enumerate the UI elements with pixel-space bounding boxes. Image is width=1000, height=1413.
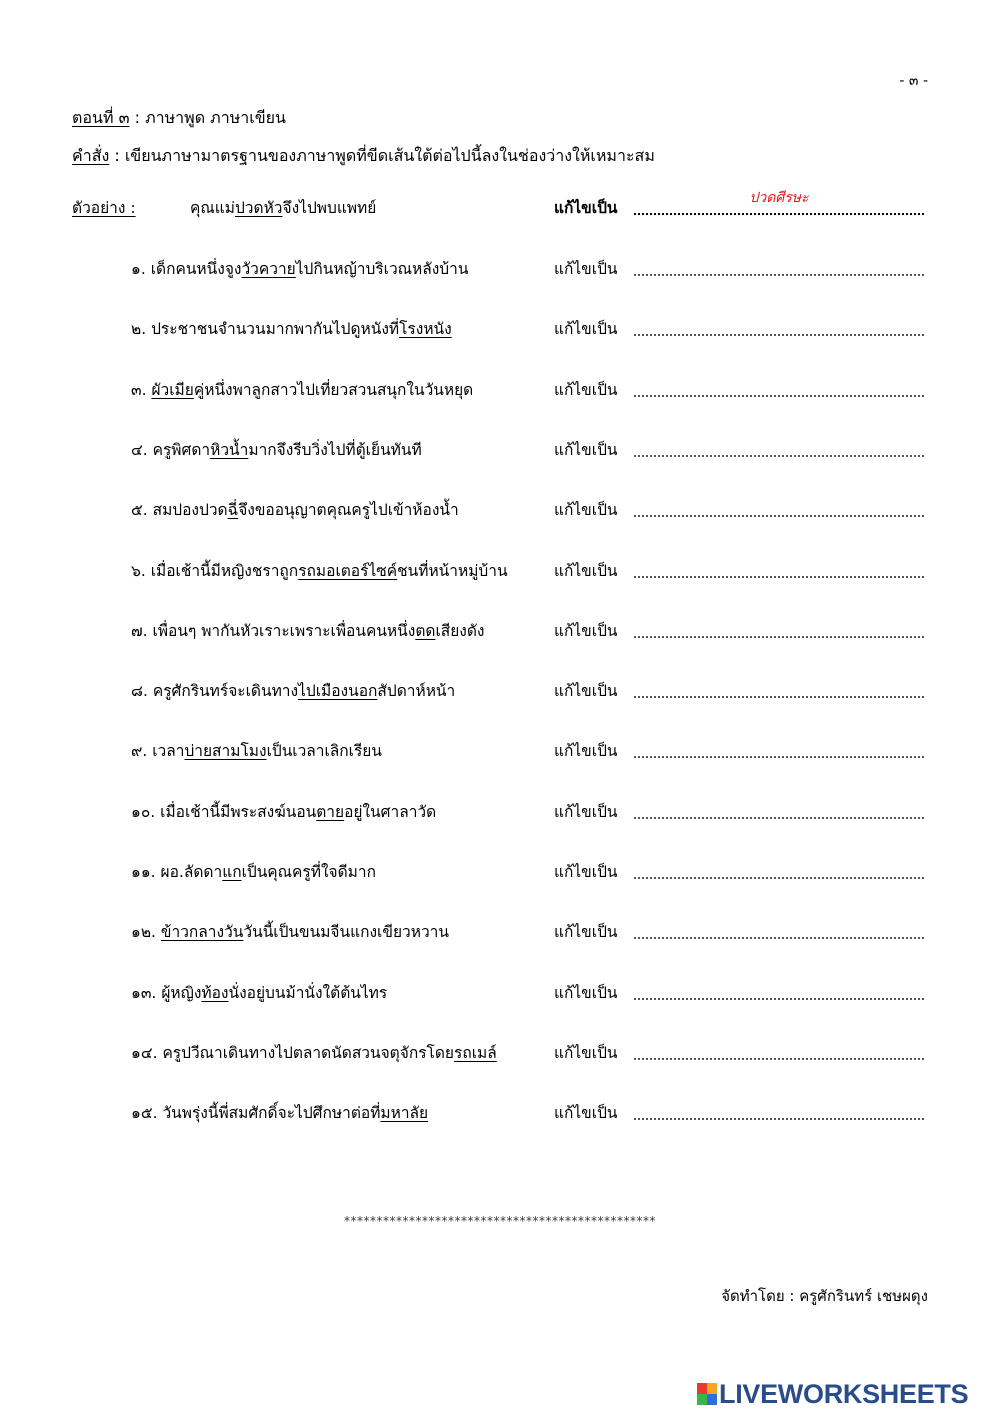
underlined-word: แก — [222, 863, 242, 881]
exercise-row — [0, 914, 1000, 950]
credit: จัดทำโดย : ครูศักรินทร์ เชษผดุง — [721, 1287, 928, 1305]
sentence-before: ครูศักรินทร์จะเดินทาง — [152, 682, 299, 700]
sentence-before: ผอ.ลัดดา — [160, 863, 223, 881]
underlined-word: ผัวเมีย — [151, 381, 194, 399]
answer-label: แก้ไขเป็น — [554, 742, 618, 760]
brand-text: LIVEWORKSHEETS — [719, 1378, 969, 1409]
sentence-after: จึงขออนุญาตคุณครูไปเข้าห้องน้ำ — [238, 501, 459, 519]
exercise-row — [0, 1095, 1000, 1131]
item-number: ๗. — [131, 622, 148, 640]
icon-square — [697, 1383, 707, 1394]
answer-label: แก้ไขเป็น — [554, 682, 618, 700]
answer-input[interactable] — [634, 1041, 924, 1061]
underlined-word: มหาลัย — [380, 1104, 429, 1122]
underlined-word: รถมอเตอร์ไซค์ — [298, 562, 398, 580]
answer-input[interactable] — [634, 498, 924, 518]
sentence-before: ประชาชนจำนวนมากพากันไปดูหนังที่ — [151, 320, 400, 338]
brand-logo — [697, 1379, 968, 1409]
exercise-sentence — [131, 1035, 497, 1071]
answer-label: แก้ไขเป็น — [554, 984, 618, 1002]
sentence-before: เมื่อเช้านี้มีพระสงฆ์นอน — [160, 803, 317, 821]
exercise-sentence — [131, 492, 459, 528]
underlined-word: บ่ายสามโมง — [184, 742, 267, 760]
answer-input[interactable] — [634, 378, 924, 398]
exercise-row — [0, 794, 1000, 830]
example-label: ตัวอย่าง : — [72, 199, 136, 217]
exercise-row — [0, 432, 1000, 468]
exercise-sentence — [131, 613, 485, 649]
item-number: ๖. — [131, 562, 146, 580]
exercise-row — [0, 492, 1000, 528]
sentence-after: มากจึงรีบวิ่งไปที่ตู้เย็นทันที — [248, 441, 422, 459]
sentence-after: วันนี้เป็นขนมจีนแกงเขียวหวาน — [243, 923, 449, 941]
answer-label: แก้ไขเป็น — [554, 1044, 618, 1062]
answer-label: แก้ไขเป็น — [554, 381, 618, 399]
sentence-after: ชนที่หน้าหมู่บ้าน — [397, 562, 508, 580]
answer-label: แก้ไขเป็น — [554, 803, 618, 821]
underlined-word: ฉี่ — [227, 501, 239, 519]
sentence-before: ครูปวีณาเดินทางไปตลาดนัดสวนจตุจักรโดย — [162, 1044, 455, 1062]
exercise-sentence — [131, 311, 452, 347]
exercise-sentence — [131, 432, 422, 468]
sentence-before: ครูพิศดา — [152, 441, 211, 459]
exercise-sentence — [131, 372, 473, 408]
sentence-after: เสียงดัง — [435, 622, 485, 640]
sentence-after: สัปดาห์หน้า — [377, 682, 456, 700]
underlined-word: ตาย — [316, 803, 345, 821]
example-sentence — [190, 190, 376, 226]
underlined-word: ข้าวกลางวัน — [160, 923, 244, 941]
item-number: ๑๔. — [131, 1044, 158, 1062]
answer-input[interactable] — [634, 438, 924, 458]
item-number: ๑๒. — [131, 923, 156, 941]
icon-square — [697, 1394, 707, 1405]
sentence-after: เป็นเวลาเลิกเรียน — [266, 742, 382, 760]
item-number: ๓. — [131, 381, 147, 399]
item-number: ๑๕. — [131, 1104, 158, 1122]
item-number: ๒. — [131, 320, 147, 338]
underlined-word: หิวน้ำ — [210, 441, 249, 459]
sentence-before: วันพรุ่งนี้พี่สมศักดิ์จะไปศึกษาต่อที่ — [162, 1104, 381, 1122]
exercise-row — [0, 372, 1000, 408]
item-number: ๑๑. — [131, 863, 156, 881]
answer-label: แก้ไขเป็น — [554, 320, 618, 338]
exercise-row — [0, 673, 1000, 709]
answer-input[interactable] — [634, 619, 924, 639]
sentence-before: เด็กคนหนึ่งจูง — [150, 260, 242, 278]
sentence-before: ผู้หญิง — [161, 984, 202, 1002]
page-number: - ๓ - — [899, 73, 928, 89]
answer-label: แก้ไขเป็น — [554, 501, 618, 519]
exercise-row — [0, 553, 1000, 589]
answer-label: แก้ไขเป็น — [554, 199, 618, 217]
answer-input[interactable] — [634, 257, 924, 277]
answer-label: แก้ไขเป็น — [554, 622, 618, 640]
sentence-before: เวลา — [152, 742, 185, 760]
instruction-text: เขียนภาษามาตรฐานของภาษาพูดที่ขีดเส้นใต้ต่อไปนี้ลงในช่องว่างให้เหมาะสม — [124, 146, 655, 165]
exercise-row — [0, 1035, 1000, 1071]
exercise-row — [0, 975, 1000, 1011]
separator-line: ************************************************ — [344, 1214, 656, 1228]
exercise-sentence — [131, 975, 387, 1011]
answer-label: แก้ไขเป็น — [554, 863, 618, 881]
exercise-row — [0, 733, 1000, 769]
exercise-row — [0, 311, 1000, 347]
underlined-word: รถเมล์ — [454, 1044, 497, 1062]
section-separator: : — [129, 108, 146, 127]
example-row — [0, 190, 1000, 226]
answer-label: แก้ไขเป็น — [554, 562, 618, 580]
sentence-before: คุณแม่ — [190, 199, 235, 217]
underlined-word: โรงหนัง — [399, 320, 452, 338]
exercise-sentence — [131, 733, 382, 769]
answer-input[interactable] — [634, 860, 924, 880]
exercise-row — [0, 613, 1000, 649]
answer-input[interactable] — [634, 981, 924, 1001]
underlined-word: ปวดหัว — [234, 199, 283, 217]
sentence-after: คู่หนึ่งพาลูกสาวไปเที่ยวสวนสนุกในวันหยุด — [193, 381, 474, 399]
instruction-separator: : — [109, 146, 125, 165]
item-number: ๕. — [131, 501, 148, 519]
underlined-word: ท้อง — [201, 984, 229, 1002]
answer-input[interactable] — [634, 317, 924, 337]
sentence-before: เพื่อนๆ พากันหัวเราะเพราะเพื่อนคนหนึ่ง — [152, 622, 416, 640]
answer-input[interactable] — [634, 679, 924, 699]
instruction-label: คำสั่ง — [72, 146, 110, 165]
answer-label: แก้ไขเป็น — [554, 441, 618, 459]
underlined-word: ไปเมืองนอก — [298, 682, 378, 700]
item-number: ๙. — [131, 742, 148, 760]
sentence-before: เมื่อเช้านี้มีหญิงชราถูก — [150, 562, 299, 580]
exercise-sentence — [131, 854, 376, 890]
liveworksheets-icon — [697, 1383, 717, 1405]
answer-blank — [634, 213, 924, 215]
section-title-text: ภาษาพูด ภาษาเขียน — [145, 108, 286, 127]
exercise-sentence — [131, 914, 449, 950]
item-number: ๑๓. — [131, 984, 157, 1002]
item-number: ๘. — [131, 682, 148, 700]
answer-label: แก้ไขเป็น — [554, 1104, 618, 1122]
sentence-before: สมปองปวด — [152, 501, 228, 519]
section-title — [72, 106, 286, 131]
exercise-sentence — [131, 673, 455, 709]
icon-square — [707, 1383, 717, 1394]
answer-input[interactable] — [634, 739, 924, 759]
answer-input[interactable] — [634, 920, 924, 940]
underlined-word: วัวควาย — [241, 260, 296, 278]
exercise-row — [0, 251, 1000, 287]
exercise-sentence — [131, 794, 436, 830]
answer-label: แก้ไขเป็น — [554, 923, 618, 941]
item-number: ๑. — [131, 260, 146, 278]
answer-label: แก้ไขเป็น — [554, 260, 618, 278]
item-number: ๔. — [131, 441, 148, 459]
instruction — [72, 144, 655, 169]
sentence-after: เป็นคุณครูที่ใจดีมาก — [241, 863, 376, 881]
sentence-after: จึงไปพบแพทย์ — [282, 199, 377, 217]
example-answer — [634, 188, 924, 208]
exercise-sentence — [131, 1095, 428, 1131]
exercise-sentence — [131, 251, 468, 287]
answer-input[interactable] — [634, 559, 924, 579]
icon-square — [707, 1394, 717, 1405]
sentence-after: ไปกินหญ้าบริเวณหลังบ้าน — [295, 260, 469, 278]
answer-input[interactable] — [634, 800, 924, 820]
answer-input[interactable] — [634, 1101, 924, 1121]
section-label: ตอนที่ ๓ — [72, 108, 130, 127]
underlined-word: ตด — [415, 622, 436, 640]
sentence-after: นั่งอยู่บนม้านั่งใต้ต้นไทร — [228, 984, 388, 1002]
exercise-row — [0, 854, 1000, 890]
exercise-sentence — [131, 553, 508, 589]
item-number: ๑๐. — [131, 803, 156, 821]
sentence-after: อยู่ในศาลาวัด — [344, 803, 437, 821]
